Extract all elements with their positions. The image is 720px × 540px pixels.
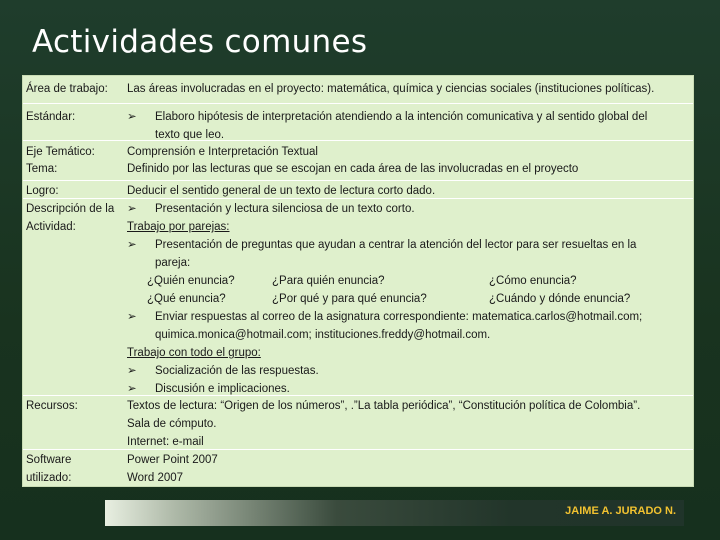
row-logro — [23, 180, 693, 197]
arrow-bullet-icon: ➢ — [127, 111, 137, 123]
descripcion-label: Descripción de la Actividad: — [26, 203, 115, 233]
questions-row-1: ¿Quién enuncia? ¿Para quién enuncia? ¿Cómo enuncia? — [147, 275, 577, 287]
eje-label: Eje Temático: — [26, 146, 95, 158]
row-recursos — [23, 395, 693, 448]
page-title: Actividades comunes — [32, 24, 368, 60]
row-estandar — [23, 103, 693, 141]
activity-table — [22, 75, 694, 487]
list-item: ➢ Enviar respuestas al correo de la asignatura correspondiente: matematica.carlos@hotmail.com; — [127, 308, 687, 326]
arrow-bullet-icon: ➢ — [127, 311, 137, 323]
arrow-bullet-icon: ➢ — [127, 383, 137, 395]
tema-label: Tema: — [26, 163, 58, 175]
recursos-label: Recursos: — [26, 400, 78, 412]
arrow-bullet-icon: ➢ — [127, 203, 137, 215]
author-name: JAIME A. JURADO N. — [565, 505, 676, 517]
area-label: Área de trabajo: — [26, 83, 108, 95]
estandar-value: ➢ Elaboro hipótesis de interpretación atendiendo a la intención comunicativa y al sentido global del texto que leo. — [127, 108, 687, 144]
tema-value: Definido por las lecturas que se escojan en cada área de las involucradas en el proyecto — [127, 163, 579, 175]
estandar-label: Estándar: — [26, 111, 76, 123]
software-label: Software utilizado: — [26, 454, 72, 484]
list-item: ➢ Socialización de las respuestas. — [127, 362, 687, 380]
row-eje — [23, 140, 693, 158]
arrow-bullet-icon: ➢ — [127, 239, 137, 251]
row-descripcion — [23, 198, 693, 395]
logro-value: Deducir el sentido general de un texto de lectura corto dado. — [127, 185, 436, 197]
recursos-value: Textos de lectura: “Origen de los números”, .”La tabla periódica”, “Constitución política de Colombia”. Sala de cómputo. Internet: e-mail — [127, 400, 641, 448]
logro-label: Logro: — [26, 185, 59, 197]
questions-row-2: ¿Qué enuncia? ¿Por qué y para qué enuncia? ¿Cuándo y dónde enuncia? — [147, 293, 631, 305]
parejas-heading: Trabajo por parejas: — [127, 221, 230, 233]
footer-bar — [105, 500, 684, 526]
eje-value: Comprensión e Interpretación Textual — [127, 146, 318, 158]
descripcion-value: ➢ Presentación y lectura silenciosa de un texto corto. Trabajo por parejas: ➢ Presentación de preguntas que ayudan a centrar la atención del lector para ser resueltas en la pareja: ¿Quién enuncia? ¿Para quién enuncia? ¿Cómo enuncia? ¿Qué enuncia? ¿Por qué y para qué enuncia? ¿Cuándo y dónde enuncia? ➢ Enviar respuestas al correo de la asignatura correspondiente: matematica.carlos@hotmail.com; quimica.monica@hotmail.com; instituciones.freddy@hotmail.com. Trabajo con todo el grupo: ➢ Socialización de las respuestas. ➢ Discusión e implicaciones. — [127, 200, 687, 398]
list-item: ➢ Presentación de preguntas que ayudan a centrar la atención del lector para ser resueltas en la — [127, 236, 687, 254]
arrow-bullet-icon: ➢ — [127, 365, 137, 377]
software-value: Power Point 2007 Word 2007 — [127, 454, 218, 484]
grupo-heading: Trabajo con todo el grupo: — [127, 347, 261, 359]
row-software — [23, 449, 693, 484]
list-item: ➢ Presentación y lectura silenciosa de un texto corto. — [127, 200, 687, 218]
area-value: Las áreas involucradas en el proyecto: matemática, química y ciencias sociales (instituciones políticas). — [127, 83, 655, 95]
list-item: ➢ Discusión e implicaciones. — [127, 380, 687, 398]
